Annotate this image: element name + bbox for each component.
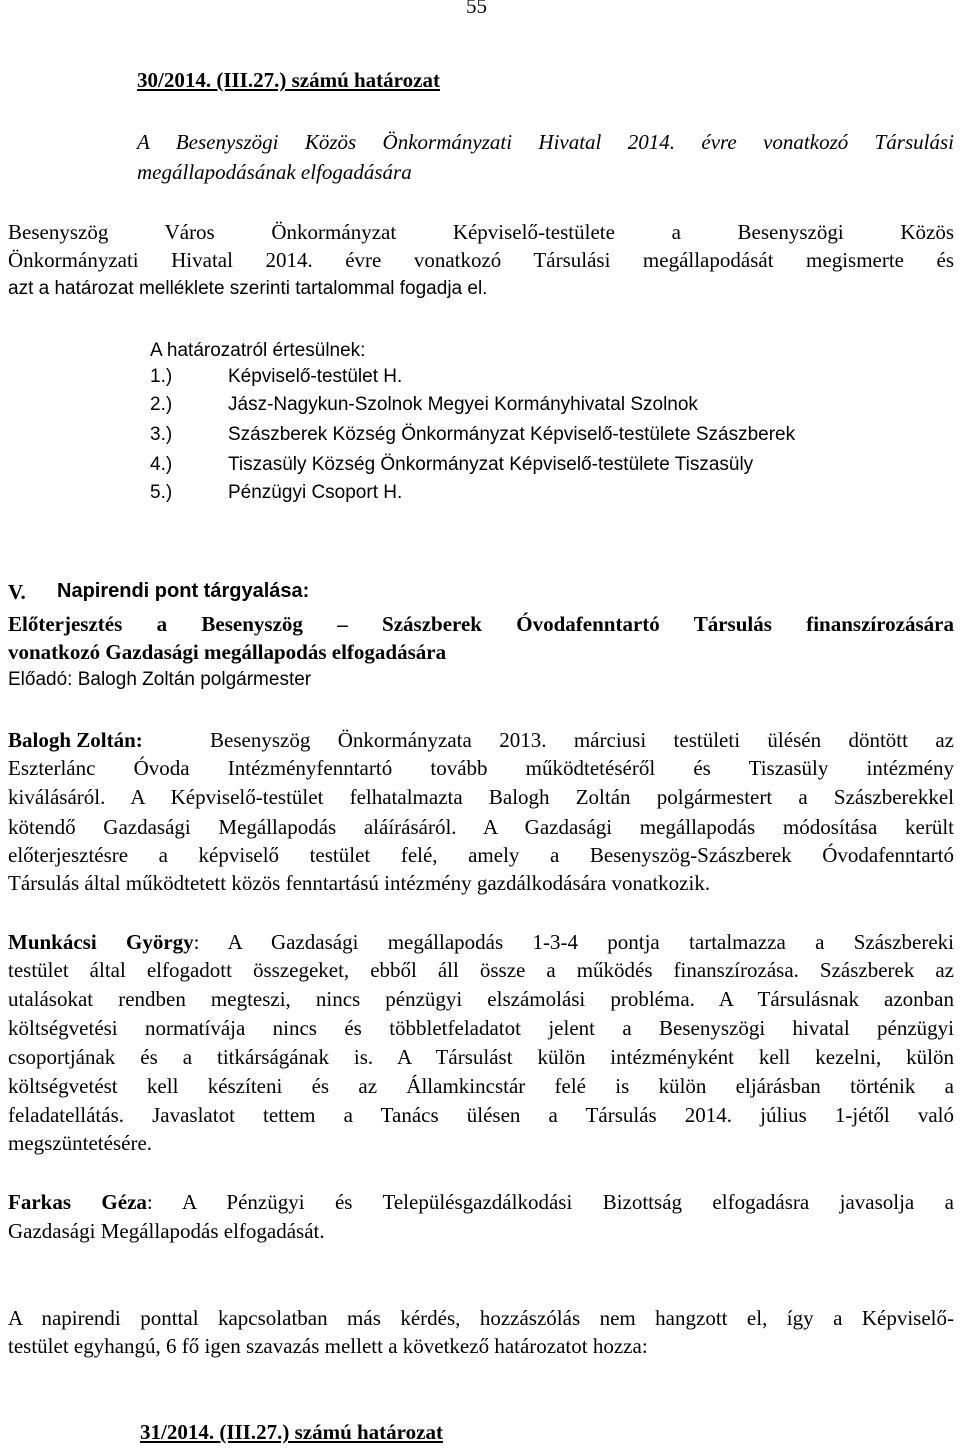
agenda-title-line: vonatkozó Gazdasági megállapodás elfogadására bbox=[8, 640, 447, 664]
speech-line: megszüntetésére. bbox=[8, 1131, 153, 1155]
body-line-start: Önkormányzati Hivatal 2014. évre vonatkozó Társulási megállapodását megismerte és bbox=[8, 248, 954, 272]
speech-line: kötendő Gazdasági Megállapodás aláírásáról. A Gazdasági megállapodás módosítása került bbox=[8, 815, 954, 839]
body-line: Besenyszög Város Önkormányzat Képviselő-testülete a Besenyszögi Közös bbox=[8, 220, 954, 244]
recipient-item bbox=[150, 366, 403, 388]
speaker-name: Munkácsi György bbox=[8, 930, 194, 954]
recipient-name: Tiszasüly Község Önkormányzat Képviselő-testülete Tiszasüly bbox=[228, 454, 754, 475]
recipient-item bbox=[150, 454, 754, 476]
speaker-name: Farkas Géza bbox=[8, 1190, 147, 1214]
body-line bbox=[8, 248, 954, 273]
speech-line: csoportjának és a titkárságának is. A Társulást külön intézményként kell kezelni, külön bbox=[8, 1045, 954, 1069]
resolution-subject-line: A Besenyszögi Közös Önkormányzati Hivatal 2014. évre vonatkozó Társulási bbox=[137, 130, 954, 154]
recipient-number: 2.) bbox=[150, 394, 173, 415]
speech-line: kiválásáról. A Képviselő-testület felhatalmazta Balogh Zoltán polgármestert a Szászberekkel bbox=[8, 785, 954, 809]
resolution-subject-line: megállapodásának elfogadására bbox=[137, 160, 412, 184]
agenda-number: V. bbox=[8, 580, 26, 604]
agenda-title-line: Előterjesztés a Besenyszög – Szászberek Óvodafenntartó Társulás finanszírozására bbox=[8, 612, 954, 636]
speech-text: : A Pénzügyi és Településgazdálkodási Bizottság elfogadásra javasolja a bbox=[146, 1190, 954, 1214]
closing-line: testület egyhangú, 6 fő igen szavazás mellett a következő határozatot hozza: bbox=[8, 1334, 648, 1358]
speech-line: előterjesztésre a képviselő testület felé, amely a Besenyszög-Szászberek Óvodafenntartó bbox=[8, 843, 954, 867]
speech-line: utalásokat rendben megteszi, nincs pénzügyi elszámolási probléma. A Társulásnak azonban bbox=[8, 987, 954, 1011]
speech-line: feladatellátás. Javaslatot tettem a Tanács ülésen a Társulás 2014. július 1-jétől való bbox=[8, 1103, 954, 1127]
resolution-title: 31/2014. (III.27.) számú határozat bbox=[140, 1420, 443, 1444]
agenda-heading: Napirendi pont tárgyalása: bbox=[57, 580, 310, 602]
recipient-number: 5.) bbox=[150, 482, 173, 503]
speech-line: testület által elfogadott összegeket, ebből áll össze a működés finanszírozása. Szászberek az bbox=[8, 958, 954, 982]
speech-line: Társulás által működtetett közös fenntartású intézmény gazdálkodására vonatkozik. bbox=[8, 871, 711, 895]
recipient-name: Pénzügyi Csoport H. bbox=[228, 482, 403, 503]
recipient-name: Jász-Nagykun-Szolnok Megyei Kormányhivatal Szolnok bbox=[228, 394, 698, 415]
speech-line: Besenyszög Önkormányzata 2013. márciusi testületi ülésén döntött az bbox=[210, 728, 954, 752]
recipient-item bbox=[150, 482, 403, 504]
body-line: azt a határozat melléklete szerinti tartalommal fogadja el. bbox=[8, 278, 488, 299]
speech-line: költségvetést kell készíteni és az Államkincstár felé is külön eljárásban történik a bbox=[8, 1074, 954, 1098]
speech-line bbox=[8, 930, 954, 955]
speech-line: költségvetési normatívája nincs és többletfeladatot jelent a Besenyszögi hivatal pénzügyi bbox=[8, 1016, 954, 1040]
recipient-number: 3.) bbox=[150, 424, 173, 445]
recipient-item bbox=[150, 394, 698, 416]
presenter: Előadó: Balogh Zoltán polgármester bbox=[8, 669, 312, 690]
closing-line: A napirendi ponttal kapcsolatban más kérdés, hozzászólás nem hangzott el, így a Képviselő- bbox=[8, 1306, 954, 1330]
page-number: 55 bbox=[466, 0, 487, 18]
speech-line: Eszterlánc Óvoda Intézményfenntartó tovább működtetéséről és Tiszasüly intézmény bbox=[8, 756, 954, 780]
notification-label: A határozatról értesülnek: bbox=[150, 340, 366, 361]
recipient-name: Szászberek Község Önkormányzat Képviselő-testülete Szászberek bbox=[228, 424, 796, 445]
speech-line bbox=[8, 1190, 954, 1215]
recipient-item bbox=[150, 424, 796, 446]
recipient-name: Képviselő-testület H. bbox=[228, 366, 403, 387]
speech-text: : A Gazdasági megállapodás 1-3-4 pontja tartalmazza a Szászbereki bbox=[193, 930, 955, 954]
speaker-name: Balogh Zoltán: bbox=[8, 728, 143, 752]
resolution-title: 30/2014. (III.27.) számú határozat bbox=[137, 68, 440, 92]
speech-line: Gazdasági Megállapodás elfogadását. bbox=[8, 1219, 325, 1243]
recipient-number: 1.) bbox=[150, 366, 173, 387]
recipient-number: 4.) bbox=[150, 454, 173, 475]
